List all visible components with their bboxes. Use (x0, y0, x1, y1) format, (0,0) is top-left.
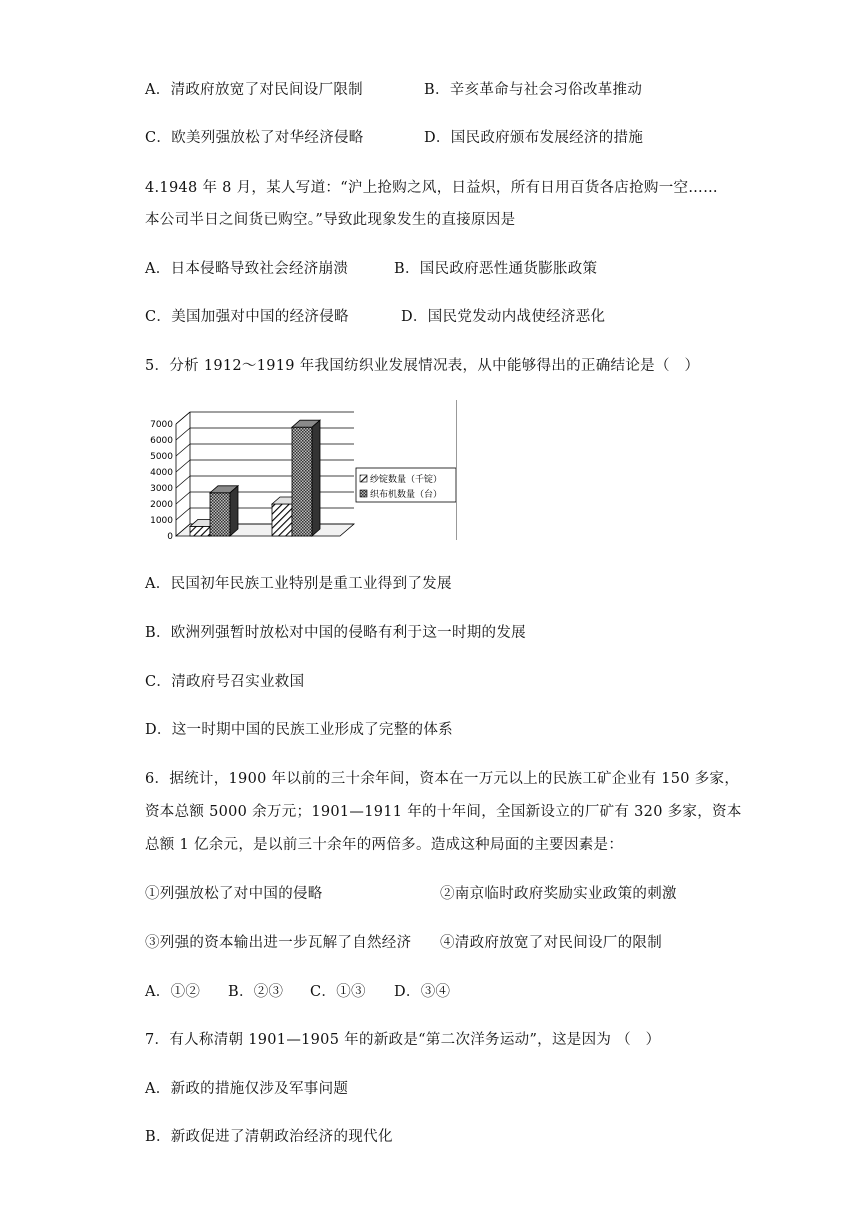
q4-stem-line2: 本公司半日之间货已购空。”导致此现象发生的直接原因是 (145, 212, 516, 228)
chart-legend-swatch (360, 490, 367, 497)
chart-grid-diag (176, 476, 190, 488)
q7-stem: 7．有人称清朝 1901—1905 年的新政是“第二次洋务运动”，这是因为 （ ） (145, 1032, 661, 1048)
q4-option-a: A．日本侵略导致社会经济崩溃 (145, 261, 349, 277)
chart-y-tick-label: 2000 (150, 500, 173, 510)
q4-option-b: B．国民政府恶性通货膨胀政策 (394, 261, 598, 277)
q5-option-d: D．这一时期中国的民族工业形成了完整的体系 (145, 722, 453, 738)
q4-option-c: C．美国加强对中国的经济侵略 (145, 309, 349, 325)
chart-legend-label: 织布机数量（台） (370, 490, 443, 500)
q6-item-4: ④清政府放宽了对民间设厂的限制 (440, 935, 662, 951)
chart-grid-diag (176, 492, 190, 504)
q3-option-a: A．清政府放宽了对民间设厂限制 (145, 82, 363, 98)
q7-option-a: A．新政的措施仅涉及军事问题 (145, 1081, 349, 1097)
chart-y-tick-label: 0 (167, 532, 173, 542)
q5-option-c: C．清政府号召实业救国 (145, 674, 305, 690)
chart-bar (292, 420, 320, 536)
chart-bar-front (292, 427, 312, 536)
q6-option-a: A．①② (145, 984, 201, 1000)
chart-y-tick-label: 5000 (150, 452, 173, 462)
chart-bar-front (210, 493, 230, 536)
q5-option-b: B．欧洲列强暂时放松对中国的侵略有利于这一时期的发展 (145, 625, 526, 641)
q6-item-2: ②南京临时政府奖励实业政策的刺激 (440, 886, 677, 902)
chart-bar-front (272, 504, 292, 536)
q4-stem-line1: 4.1948 年 8 月，某人写道：“沪上抢购之风，日益炽，所有日用百货各店抢购一空…… (145, 180, 718, 196)
q5-option-a: A．民国初年民族工业特别是重工业得到了发展 (145, 576, 452, 592)
chart-y-tick-label: 7000 (150, 420, 173, 430)
chart-top-edge (176, 412, 190, 424)
q6-option-c: C．①③ (310, 984, 366, 1000)
chart-y-tick-label: 3000 (150, 484, 173, 494)
chart-y-tick-label: 1000 (150, 516, 173, 526)
q6-option-d: D．③④ (394, 984, 451, 1000)
chart-bar (210, 486, 238, 536)
q6-stem-line3: 总额 1 亿余元，是以前三十余年的两倍多。造成这种局面的主要因素是： (145, 837, 624, 853)
chart-border-line (456, 400, 457, 540)
textile-bar-chart (140, 398, 460, 544)
q6-stem-line2: 资本总额 5000 余万元；1901—1911 年的十年间，全国新设立的厂矿有 320 多家，资本 (145, 804, 742, 820)
q7-option-b: B．新政促进了清朝政治经济的现代化 (145, 1129, 393, 1145)
q6-item-3: ③列强的资本输出进一步瓦解了自然经济 (145, 935, 412, 951)
chart-y-tick-label: 4000 (150, 468, 173, 478)
q6-option-b: B．②③ (228, 984, 284, 1000)
chart-legend-swatch (360, 475, 367, 482)
chart-bar-side (312, 420, 320, 536)
chart-svg (140, 398, 460, 544)
q5-stem: 5．分析 1912～1919 年我国纺织业发展情况表，从中能够得出的正确结论是（ ） (145, 358, 700, 374)
chart-y-tick-label: 6000 (150, 436, 173, 446)
chart-legend-label: 纱锭数量（千锭） (370, 475, 443, 485)
q3-option-c: C．欧美列强放松了对华经济侵略 (145, 130, 364, 146)
q3-option-d: D．国民政府颁布发展经济的措施 (424, 130, 644, 146)
q6-stem-line1: 6．据统计，1900 年以前的三十余年间，资本在一万元以上的民族工矿企业有 150 多家， (145, 771, 740, 787)
chart-grid-diag (176, 428, 190, 440)
q6-item-1: ①列强放松了对中国的侵略 (145, 886, 323, 902)
chart-grid-diag (176, 508, 190, 520)
q4-option-d: D．国民党发动内战使经济恶化 (401, 309, 606, 325)
chart-grid-diag (176, 444, 190, 456)
chart-bar-side (230, 486, 238, 536)
chart-bar-front (190, 526, 210, 536)
chart-grid-diag (176, 460, 190, 472)
q3-option-b: B．辛亥革命与社会习俗改革推动 (424, 82, 643, 98)
